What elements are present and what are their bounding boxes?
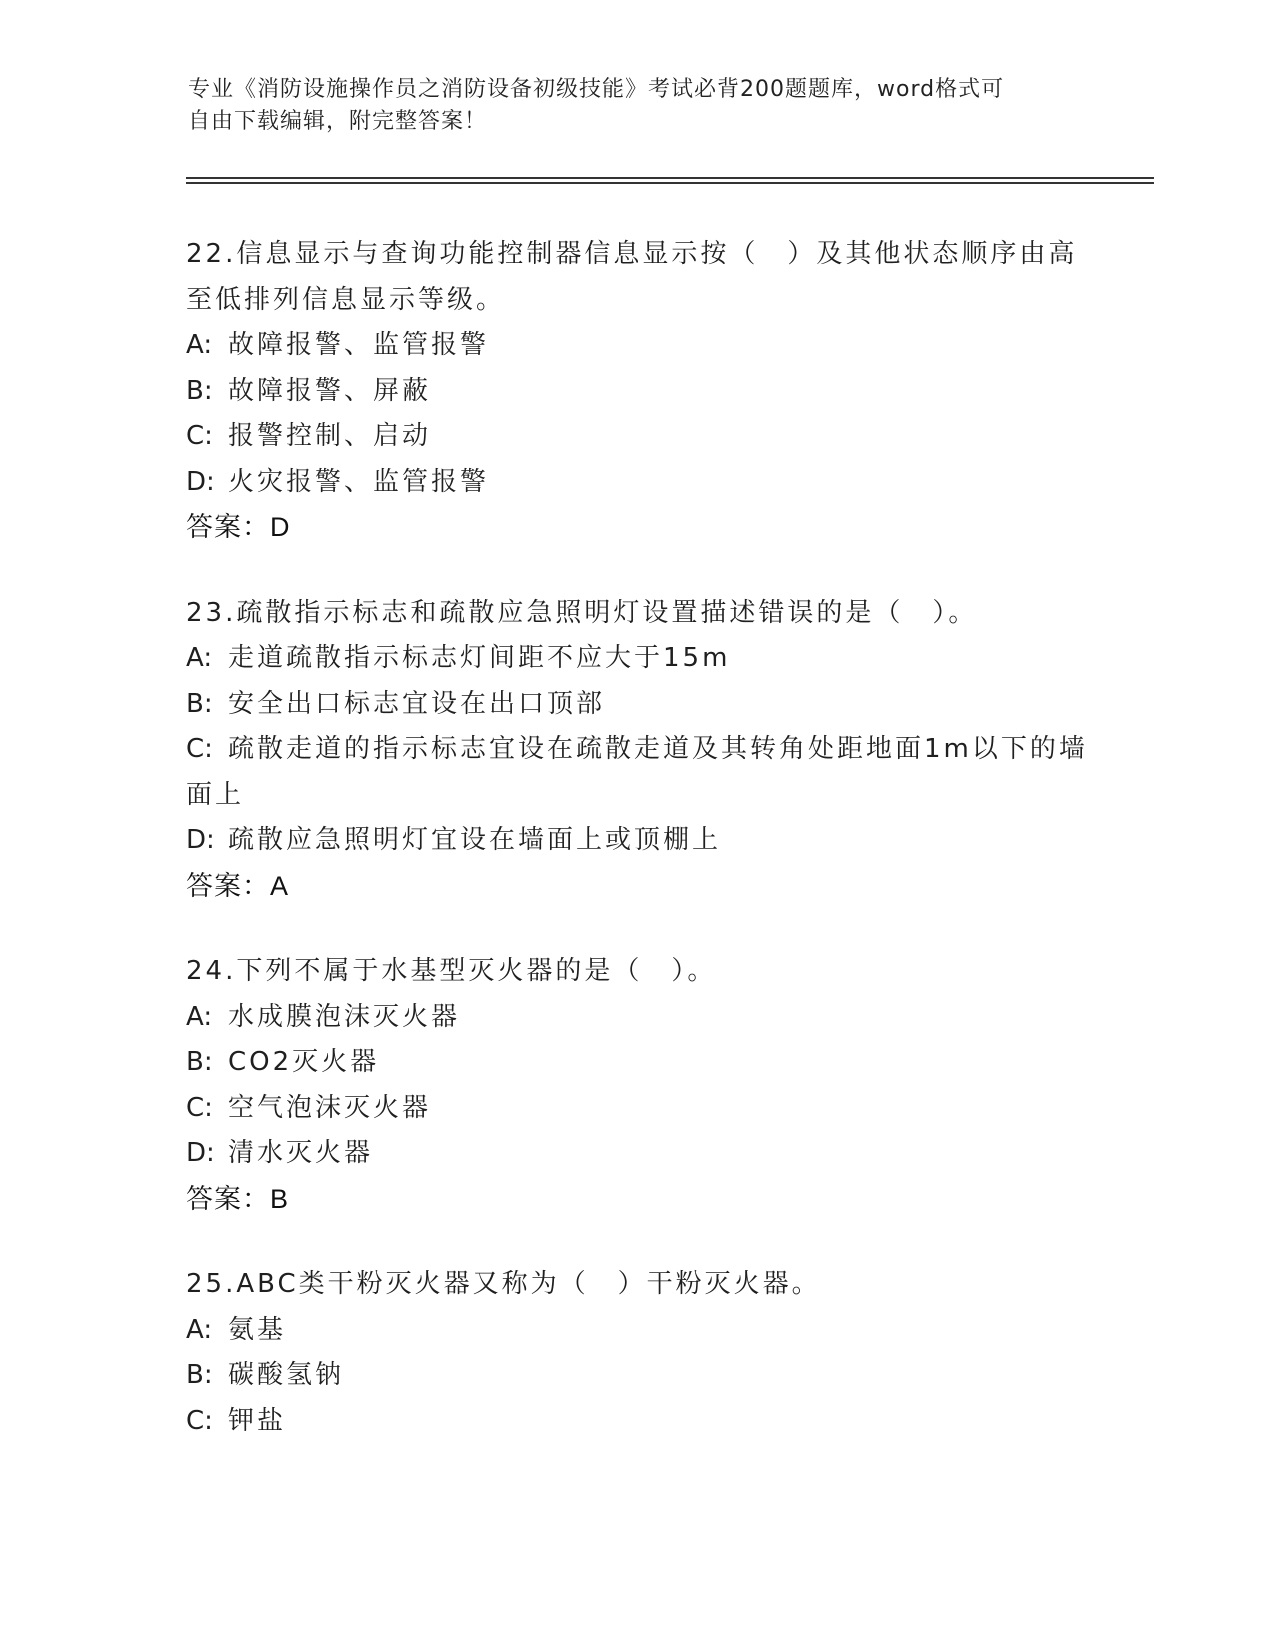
option-label: A: — [186, 1001, 213, 1032]
option-text: 疏散走道的指示标志宜设在疏散走道及其转角处距地面1m以下的墙面上 — [186, 734, 1088, 810]
option-text: 安全出口标志宜设在出口顶部 — [228, 688, 606, 719]
option-a — [186, 1308, 1106, 1354]
option-text: 火灾报警、监管报警 — [228, 466, 490, 497]
option-label: B: — [186, 1360, 213, 1390]
answer-line: 答案：A — [186, 870, 290, 901]
option-text: 空气泡沫灭火器 — [228, 1092, 432, 1123]
question-stem: 25.ABC类干粉灭火器又称为（ ）干粉灭火器。 — [186, 1269, 821, 1299]
option-text: 碳酸氢钠 — [228, 1360, 345, 1390]
option-text: 氨基 — [228, 1314, 287, 1345]
question-list — [186, 232, 1106, 1484]
option-label: B: — [186, 375, 213, 406]
question-23 — [186, 591, 1106, 910]
option-label: C: — [186, 1405, 213, 1436]
option-d — [186, 1131, 1106, 1177]
question-24 — [186, 949, 1106, 1222]
option-label: D: — [186, 466, 215, 497]
option-text: CO2灭火器 — [228, 1047, 380, 1077]
option-text: 水成膜泡沫灭火器 — [228, 1001, 461, 1032]
option-b — [186, 369, 1106, 415]
document-header — [188, 74, 1088, 138]
option-text: 清水灭火器 — [228, 1138, 374, 1168]
option-label: D: — [186, 825, 215, 855]
option-label: C: — [186, 421, 213, 451]
option-a — [186, 323, 1106, 369]
option-label: A: — [186, 643, 213, 673]
option-label: A: — [186, 330, 213, 360]
option-b — [186, 1353, 1106, 1399]
option-c — [186, 1399, 1106, 1445]
question-25 — [186, 1262, 1106, 1444]
option-b — [186, 682, 1106, 728]
header-rule-bottom — [186, 182, 1154, 184]
option-a — [186, 995, 1106, 1041]
option-label: C: — [186, 734, 213, 764]
option-a — [186, 636, 1106, 682]
header-line-1: 专业《消防设施操作员之消防设备初级技能》考试必背200题题库，word格式可 — [188, 77, 1005, 102]
option-b — [186, 1040, 1106, 1086]
answer-line: 答案：D — [186, 512, 291, 542]
option-label: B: — [186, 688, 213, 719]
option-text: 疏散应急照明灯宜设在墙面上或顶棚上 — [228, 825, 722, 855]
option-c — [186, 727, 1106, 818]
option-text: 报警控制、启动 — [228, 421, 432, 451]
option-c — [186, 414, 1106, 460]
header-rule-top — [186, 177, 1154, 179]
option-d — [186, 818, 1106, 864]
option-c — [186, 1086, 1106, 1132]
option-label: C: — [186, 1092, 213, 1123]
option-text: 走道疏散指示标志灯间距不应大于15m — [228, 643, 731, 673]
header-line-2: 自由下载编辑，附完整答案！ — [188, 109, 488, 134]
option-text: 故障报警、屏蔽 — [228, 375, 432, 406]
option-text: 钾盐 — [228, 1405, 287, 1436]
option-label: B: — [186, 1047, 213, 1077]
question-stem: 23.疏散指示标志和疏散应急照明灯设置描述错误的是（ ）。 — [186, 597, 978, 628]
option-d — [186, 460, 1106, 506]
option-label: A: — [186, 1314, 213, 1345]
answer-line: 答案：B — [186, 1183, 290, 1214]
question-stem: 24.下列不属于水基型灭火器的是（ ）。 — [186, 956, 717, 986]
option-label: D: — [186, 1138, 215, 1168]
question-stem: 22.信息显示与查询功能控制器信息显示按（ ）及其他状态顺序由高至低排列信息显示等级。 — [186, 239, 1078, 315]
question-22 — [186, 232, 1106, 551]
option-text: 故障报警、监管报警 — [228, 330, 490, 360]
